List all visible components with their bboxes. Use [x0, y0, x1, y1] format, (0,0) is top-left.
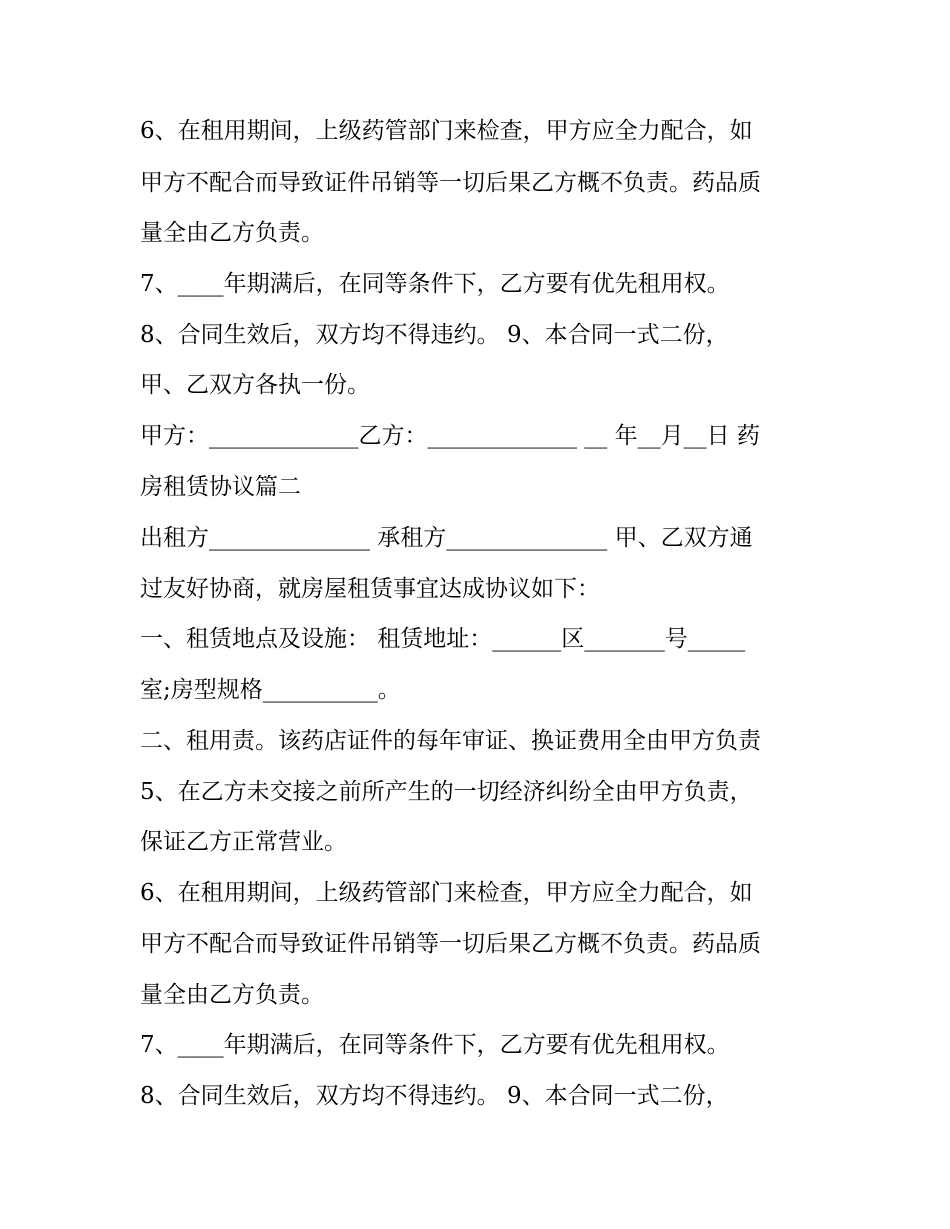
- text-line: 量全由乙方负责。: [140, 220, 324, 246]
- text-line: 甲、乙双方各执一份。: [140, 372, 370, 398]
- text-line: 7、____年期满后，在同等条件下，乙方要有优先租用权。: [140, 271, 730, 297]
- text-line: 二、租用责。该药店证件的每年审证、换证费用全由甲方负责: [140, 728, 761, 754]
- text-line: 7、____年期满后，在同等条件下，乙方要有优先租用权。: [140, 1032, 730, 1058]
- text-line: 保证乙方正常营业。: [140, 829, 347, 855]
- text-line: 一、租赁地点及设施： 租赁地址：______区_______号_____: [140, 626, 746, 652]
- text-line: 甲方：_____________乙方：_____________ __ 年__月__日 药: [140, 423, 760, 449]
- text-line: 6、在租用期间，上级药管部门来检查，甲方应全力配合，如: [140, 880, 753, 906]
- section-heading: 房租赁协议篇二: [140, 474, 301, 500]
- text-line: 室;房型规格__________。: [140, 677, 401, 703]
- text-line: 量全由乙方负责。: [140, 982, 324, 1008]
- text-line: 甲方不配合而导致证件吊销等一切后果乙方概不负责。药品质: [140, 170, 761, 196]
- text-line: 过友好协商，就房屋租赁事宜达成协议如下：: [140, 576, 600, 602]
- text-line: 6、在租用期间，上级药管部门来检查，甲方应全力配合，如: [140, 118, 753, 144]
- text-line: 5、在乙方未交接之前所产生的一切经济纠纷全由甲方负责，: [140, 779, 753, 805]
- text-line: 出租方______________ 承租方______________ 甲、乙双方通: [140, 525, 753, 551]
- text-line: 8、合同生效后，双方均不得违约。 9、本合同一式二份，: [140, 1083, 729, 1109]
- text-line: 8、合同生效后，双方均不得违约。 9、本合同一式二份，: [140, 322, 729, 348]
- text-line: 甲方不配合而导致证件吊销等一切后果乙方概不负责。药品质: [140, 931, 761, 957]
